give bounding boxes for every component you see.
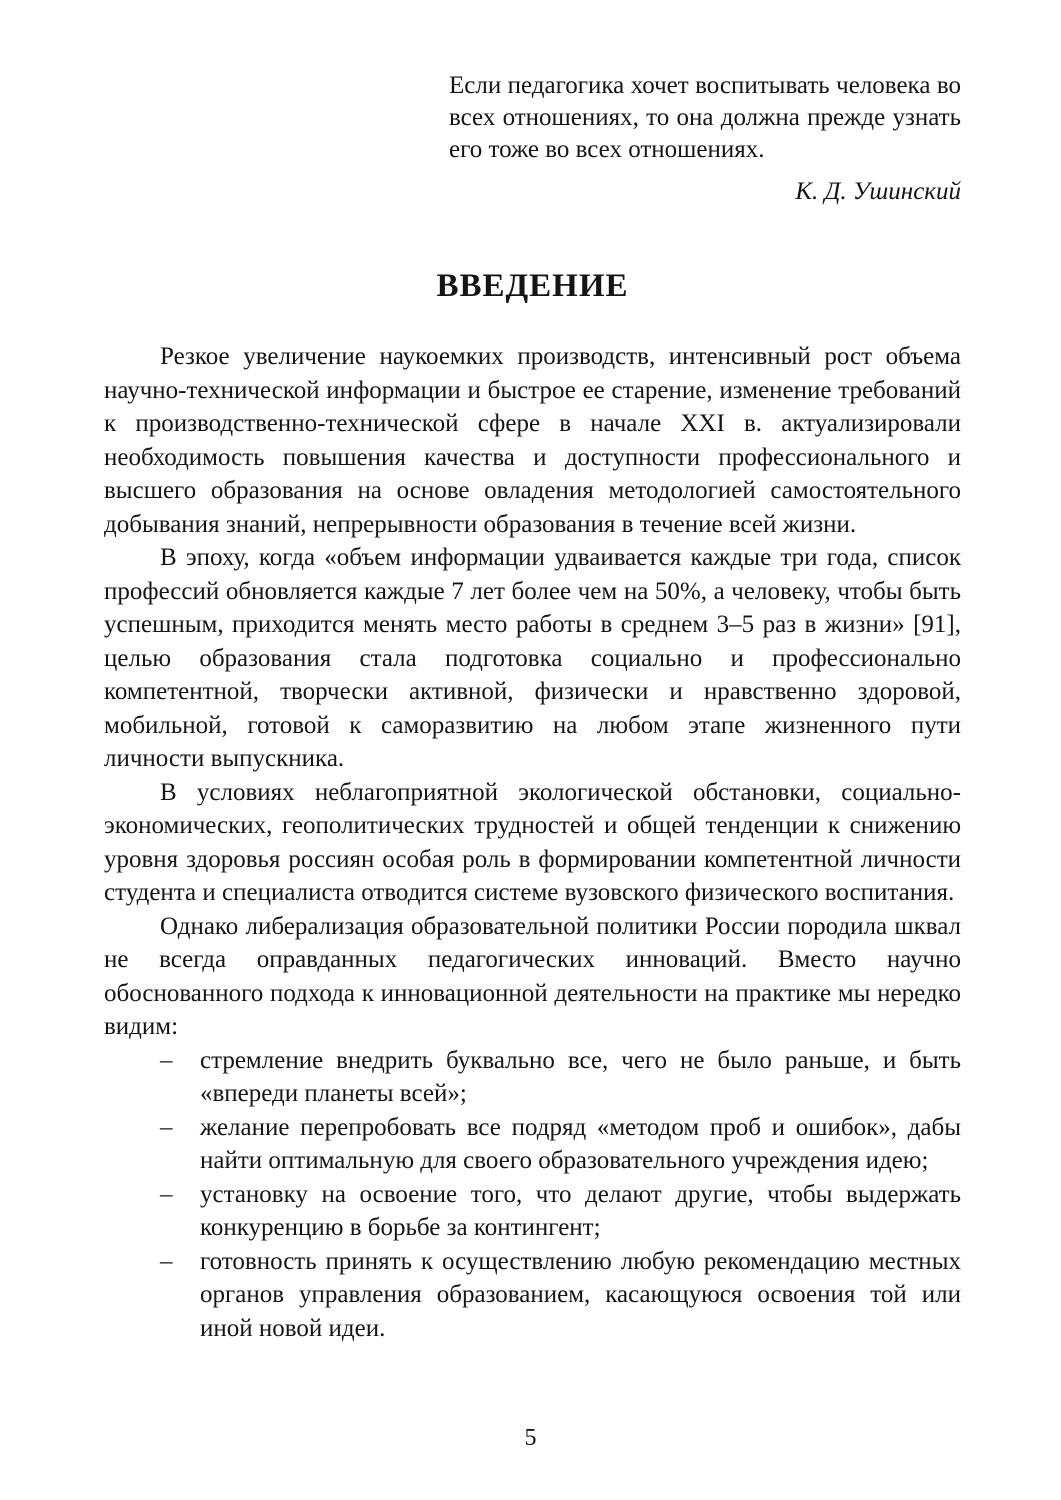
epigraph <box>449 70 961 208</box>
list-item-text: готовность принять к осуществлению любую рекомендацию местных органов управления образованием, касающуюся освоения той или иной новой идеи. <box>200 1247 961 1342</box>
paragraph-1: Резкое увеличение наукоемких производств, интенсивный рост объема научно-технической информации и быстрое ее старение, изменение требований к производственно-технической сфере в начале XXI в. актуализировали необходимость повышения качества и доступности профессионального и высшего образования на основе овладения методологией самостоятельного добывания знаний, непрерывности образования в течение всей жизни. <box>104 343 961 538</box>
list-item-text: стремление внедрить буквально все, чего не было раньше, и быть «впереди планеты всей»; <box>200 1046 961 1108</box>
list-item-marker: – <box>160 1113 173 1141</box>
page-title: ВВЕДЕНИЕ <box>436 268 629 304</box>
paragraph-4: Однако либерализация образовательной политики России породила шквал не всегда оправданных педагогических инноваций. Вместо научно обоснованного подхода к инновационной деятельности на практике мы нередко видим: <box>104 912 961 1041</box>
list-item-marker: – <box>160 1180 173 1208</box>
list-item <box>104 1178 961 1245</box>
list-item-text: установку на освоение того, что делают другие, чтобы выдержать конкуренцию в борьбе за контингент; <box>200 1180 961 1242</box>
list-item <box>104 1044 961 1111</box>
list-item <box>104 1245 961 1346</box>
list-item-marker: – <box>160 1046 173 1074</box>
list-item-marker: – <box>160 1247 173 1275</box>
list-item-text: желание перепробовать все подряд «методом проб и ошибок», дабы найти оптимальную для своего образовательного учреждения идею; <box>200 1113 961 1175</box>
paragraph-3: В условиях неблагоприятной экологической обстановки, социально-экономических, геополитических трудностей и общей тенденции к снижению уровня здоровья россиян особая роль в формировании компетентной личности студента и специалиста отводится системе вузовского физического воспитания. <box>104 778 961 907</box>
epigraph-text: Если педагогика хочет воспитывать человека во всех отношениях, то она должна прежде узнать его тоже во всех отношениях. <box>449 72 961 163</box>
list <box>104 1044 961 1346</box>
list-item <box>104 1111 961 1178</box>
page-number: 5 <box>524 1425 537 1451</box>
body-text <box>104 340 961 1345</box>
paragraph-2: В эпоху, когда «объем информации удваивается каждые три года, список профессий обновляется каждые 7 лет более чем на 50%, а человеку, чтобы быть успешным, приходится менять место работы в среднем 3–5 раз в жизни» [91], целью образования стала подготовка социально и профессионально компетентной, творчески активной, физически и нравственно здоровой, мобильной, готовой к саморазвитию на любом этапе жизненного пути личности выпускника. <box>104 544 961 773</box>
epigraph-attribution: К. Д. Ушинский <box>795 178 961 205</box>
